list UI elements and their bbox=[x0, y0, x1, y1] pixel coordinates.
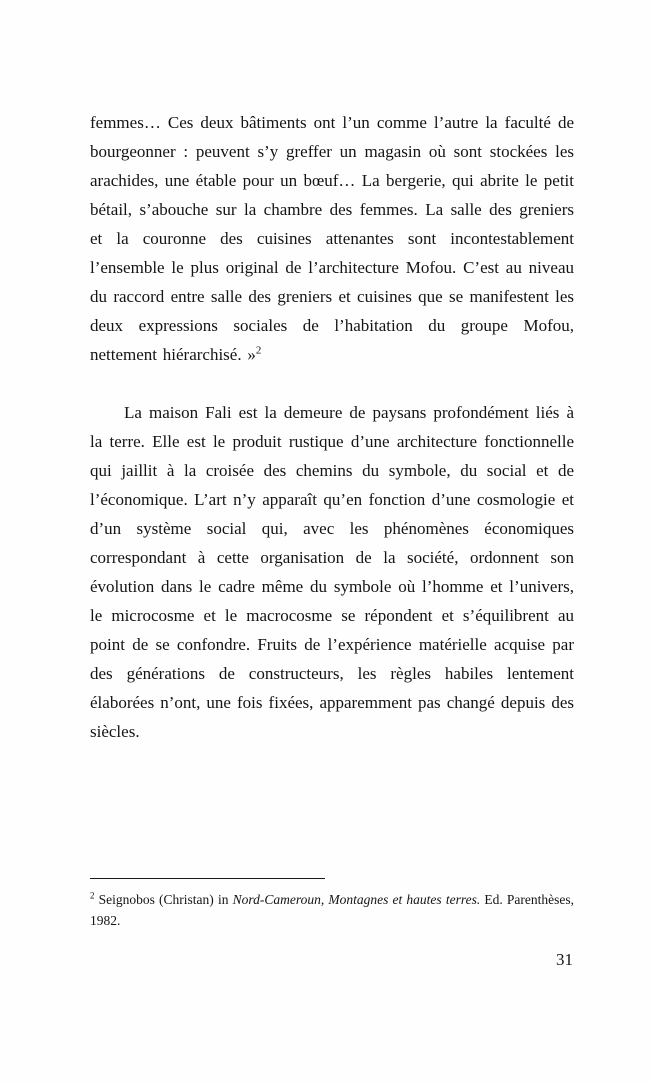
footnote-marker: 2 bbox=[90, 890, 95, 901]
body-text bbox=[90, 108, 574, 746]
footnote bbox=[90, 889, 574, 931]
paragraph-quote-end bbox=[90, 108, 574, 369]
footnote-author: Seignobos (Christan) in bbox=[94, 892, 233, 907]
footnote-separator bbox=[90, 878, 325, 879]
paragraph-quote-end-text: femmes… Ces deux bâtiments ont l’un comme l’autre la faculté de bourgeonner : peuvent s’y greffer un magasin où sont stockées les arachides, une étable pour un bœuf… La bergerie, qui abrite le petit bétail, s’abouche sur la chambre des femmes. La salle des greniers et la couronne des cuisines attenantes sont incontestablement l’ensemble le plus original de l’architecture Mofou. C’est au niveau du raccord entre salle des greniers et cuisines que se manifestent les deux expressions sociales de l’habitation du groupe Mofou, nettement hiérarchisé. » bbox=[90, 113, 574, 364]
paragraph-maison-fali: La maison Fali est la demeure de paysans profondément liés à la terre. Elle est le produit rustique d’une architecture fonctionnelle qui jaillit à la croisée des chemins du symbole, du social et de l’économique. L’art n’y apparaît qu’en fonction d’une cosmologie et d’un système social qui, avec les phénomènes économiques correspondant à cette organisation de la société, ordonnent son évolution dans le cadre même du symbole où l’homme et l’univers, le microcosme et le macrocosme se répondent et s’équilibrent au point de se confondre. Fruits de l’expérience matérielle acquise par des générations de constructeurs, les règles habiles lentement élaborées n’ont, une fois fixées, apparemment pas changé depuis des siècles. bbox=[90, 403, 574, 741]
footnote-title: Nord-Cameroun, Montagnes et hautes terres. bbox=[232, 892, 481, 907]
footnote-publisher: Ed. Parenthèses, 1982. bbox=[90, 892, 574, 928]
footnote-area bbox=[90, 878, 574, 931]
page-number: 31 bbox=[556, 950, 573, 969]
footnote-reference: 2 bbox=[255, 344, 262, 357]
